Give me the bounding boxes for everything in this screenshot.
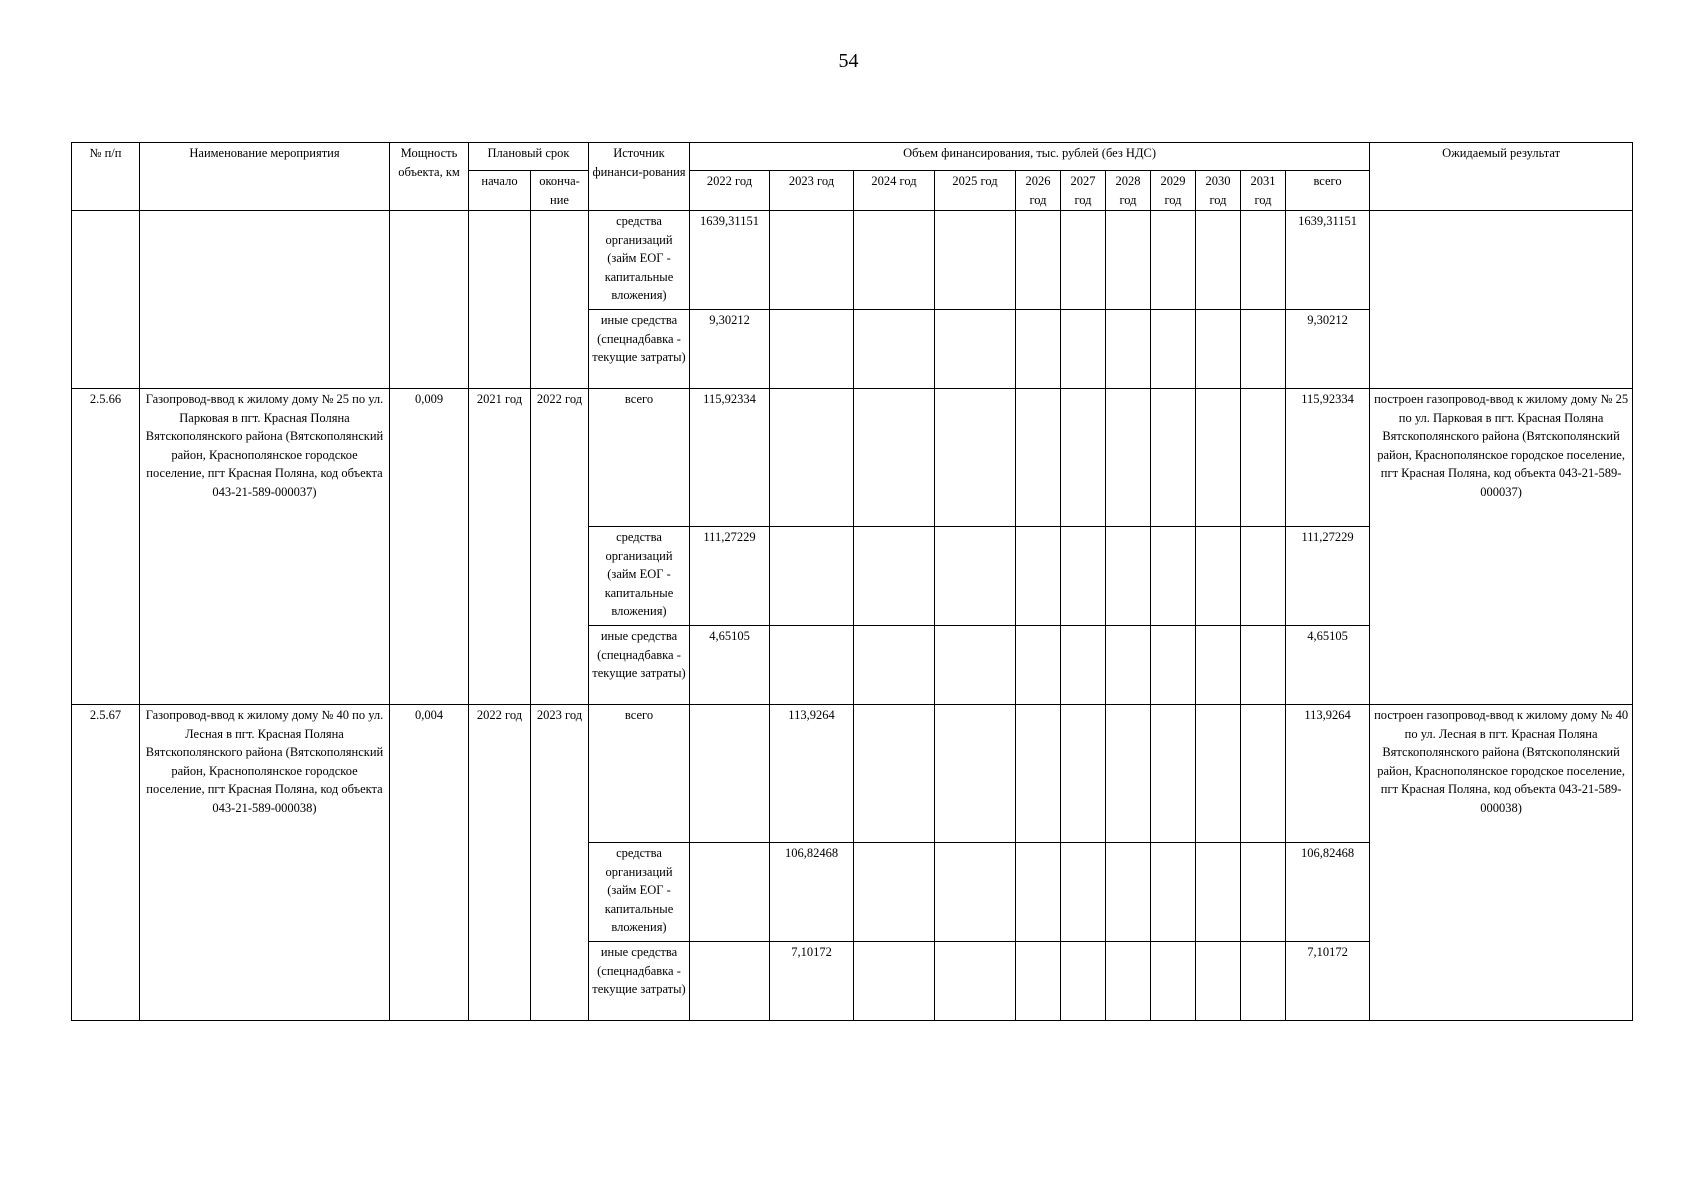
value-cell bbox=[854, 705, 935, 843]
total-cell: 106,82468 bbox=[1286, 843, 1370, 942]
header-num: № п/п bbox=[72, 143, 140, 211]
value-cell bbox=[690, 942, 770, 1021]
value-cell bbox=[1241, 527, 1286, 626]
value-cell bbox=[1241, 705, 1286, 843]
value-cell bbox=[854, 310, 935, 389]
value-cell bbox=[1061, 389, 1106, 527]
continuation-num bbox=[72, 211, 140, 389]
value-cell bbox=[935, 843, 1016, 942]
value-cell bbox=[1016, 527, 1061, 626]
source-label: всего bbox=[589, 389, 690, 527]
item-result: построен газопровод-ввод к жилому дому № 40 по ул. Лесная в пгт. Красная Поляна Вятскополянского района (Вятскополянский район, Краснополянское городское поселение, пгт Красная Поляна, код объекта 043-21-589-000038) bbox=[1370, 705, 1633, 1021]
total-cell: 1639,31151 bbox=[1286, 211, 1370, 310]
value-cell bbox=[1241, 389, 1286, 527]
value-cell bbox=[1151, 527, 1196, 626]
header-plan-term: Плановый срок bbox=[469, 143, 589, 171]
value-cell bbox=[854, 626, 935, 705]
source-label: всего bbox=[589, 705, 690, 843]
value-cell: 1639,31151 bbox=[690, 211, 770, 310]
header-year: 2031 год bbox=[1241, 171, 1286, 211]
total-cell: 113,9264 bbox=[1286, 705, 1370, 843]
value-cell bbox=[1196, 527, 1241, 626]
value-cell bbox=[935, 310, 1016, 389]
value-cell bbox=[1106, 310, 1151, 389]
value-cell bbox=[854, 843, 935, 942]
value-cell bbox=[1016, 389, 1061, 527]
value-cell bbox=[1151, 705, 1196, 843]
value-cell bbox=[1061, 942, 1106, 1021]
financing-table bbox=[71, 142, 1633, 1021]
value-cell bbox=[690, 843, 770, 942]
header-volume: Объем финансирования, тыс. рублей (без НДС) bbox=[690, 143, 1370, 171]
value-cell: 106,82468 bbox=[770, 843, 854, 942]
total-cell: 7,10172 bbox=[1286, 942, 1370, 1021]
value-cell bbox=[1016, 843, 1061, 942]
value-cell bbox=[854, 942, 935, 1021]
value-cell bbox=[770, 310, 854, 389]
value-cell bbox=[854, 389, 935, 527]
value-cell bbox=[1106, 843, 1151, 942]
value-cell: 7,10172 bbox=[770, 942, 854, 1021]
table-row bbox=[72, 389, 1633, 527]
continuation-start bbox=[469, 211, 531, 389]
value-cell bbox=[1196, 942, 1241, 1021]
value-cell bbox=[935, 942, 1016, 1021]
value-cell bbox=[1196, 843, 1241, 942]
item-start: 2022 год bbox=[469, 705, 531, 1021]
source-label: иные средства (спецнадбавка - текущие затраты) bbox=[589, 626, 690, 705]
value-cell bbox=[1016, 942, 1061, 1021]
value-cell bbox=[1106, 389, 1151, 527]
value-cell bbox=[935, 705, 1016, 843]
value-cell bbox=[935, 527, 1016, 626]
value-cell bbox=[1106, 705, 1151, 843]
value-cell bbox=[1151, 942, 1196, 1021]
value-cell bbox=[1061, 843, 1106, 942]
total-cell: 4,65105 bbox=[1286, 626, 1370, 705]
value-cell bbox=[1196, 310, 1241, 389]
value-cell bbox=[1106, 942, 1151, 1021]
header-year: 2028 год bbox=[1106, 171, 1151, 211]
value-cell bbox=[1016, 626, 1061, 705]
header-year: 2027 год bbox=[1061, 171, 1106, 211]
value-cell bbox=[770, 211, 854, 310]
header-year: 2023 год bbox=[770, 171, 854, 211]
value-cell bbox=[1061, 310, 1106, 389]
value-cell bbox=[1241, 310, 1286, 389]
header-year: 2029 год bbox=[1151, 171, 1196, 211]
header-year: 2026 год bbox=[1016, 171, 1061, 211]
value-cell bbox=[1151, 211, 1196, 310]
value-cell bbox=[1061, 626, 1106, 705]
item-end: 2023 год bbox=[531, 705, 589, 1021]
continuation-result bbox=[1370, 211, 1633, 389]
value-cell bbox=[854, 527, 935, 626]
item-result: построен газопровод-ввод к жилому дому № 25 по ул. Парковая в пгт. Красная Поляна Вятскополянского района (Вятскополянский район, Краснополянское городское поселение, пгт Красная Поляна, код объекта 043-21-589-000037) bbox=[1370, 389, 1633, 705]
value-cell: 9,30212 bbox=[690, 310, 770, 389]
header-result: Ожидаемый результат bbox=[1370, 143, 1633, 211]
value-cell: 4,65105 bbox=[690, 626, 770, 705]
value-cell bbox=[1061, 705, 1106, 843]
value-cell: 111,27229 bbox=[690, 527, 770, 626]
value-cell bbox=[1106, 211, 1151, 310]
value-cell bbox=[1196, 626, 1241, 705]
header-year: 2022 год bbox=[690, 171, 770, 211]
value-cell bbox=[1016, 310, 1061, 389]
value-cell bbox=[1196, 389, 1241, 527]
header-name: Наименование мероприятия bbox=[140, 143, 390, 211]
header-total: всего bbox=[1286, 171, 1370, 211]
value-cell bbox=[1151, 389, 1196, 527]
value-cell bbox=[1196, 705, 1241, 843]
value-cell: 113,9264 bbox=[770, 705, 854, 843]
value-cell bbox=[1196, 211, 1241, 310]
value-cell bbox=[935, 389, 1016, 527]
source-label: средства организаций (займ ЕОГ - капитальные вложения) bbox=[589, 527, 690, 626]
value-cell bbox=[1016, 705, 1061, 843]
value-cell bbox=[1016, 211, 1061, 310]
source-label: средства организаций (займ ЕОГ - капитальные вложения) bbox=[589, 211, 690, 310]
value-cell bbox=[1061, 527, 1106, 626]
item-name: Газопровод-ввод к жилому дому № 25 по ул. Парковая в пгт. Красная Поляна Вятскополянского района (Вятскополянский район, Краснополянское городское поселение, пгт Красная Поляна, код объекта 043-21-589-000037) bbox=[140, 389, 390, 705]
value-cell bbox=[770, 389, 854, 527]
continuation-capacity bbox=[390, 211, 469, 389]
item-number: 2.5.67 bbox=[72, 705, 140, 1021]
value-cell bbox=[1061, 211, 1106, 310]
item-number: 2.5.66 bbox=[72, 389, 140, 705]
header-end: оконча-ние bbox=[531, 171, 589, 211]
header-year: 2025 год bbox=[935, 171, 1016, 211]
table-row bbox=[72, 211, 1633, 310]
value-cell: 115,92334 bbox=[690, 389, 770, 527]
value-cell bbox=[1106, 626, 1151, 705]
source-label: иные средства (спецнадбавка - текущие затраты) bbox=[589, 942, 690, 1021]
header-start: начало bbox=[469, 171, 531, 211]
header-source: Источник финанси-рования bbox=[589, 143, 690, 211]
value-cell bbox=[1241, 942, 1286, 1021]
value-cell bbox=[690, 705, 770, 843]
header-year: 2030 год bbox=[1196, 171, 1241, 211]
continuation-name bbox=[140, 211, 390, 389]
value-cell bbox=[1241, 626, 1286, 705]
value-cell bbox=[1106, 527, 1151, 626]
value-cell bbox=[854, 211, 935, 310]
value-cell bbox=[1151, 310, 1196, 389]
source-label: средства организаций (займ ЕОГ - капитальные вложения) bbox=[589, 843, 690, 942]
item-capacity: 0,004 bbox=[390, 705, 469, 1021]
item-name: Газопровод-ввод к жилому дому № 40 по ул. Лесная в пгт. Красная Поляна Вятскополянского района (Вятскополянский район, Краснополянское городское поселение, пгт Красная Поляна, код объекта 043-21-589-000038) bbox=[140, 705, 390, 1021]
total-cell: 9,30212 bbox=[1286, 310, 1370, 389]
table-row bbox=[72, 705, 1633, 843]
value-cell bbox=[770, 527, 854, 626]
value-cell bbox=[1151, 843, 1196, 942]
source-label: иные средства (спецнадбавка - текущие затраты) bbox=[589, 310, 690, 389]
value-cell bbox=[1151, 626, 1196, 705]
header-capacity: Мощность объекта, км bbox=[390, 143, 469, 211]
value-cell bbox=[935, 211, 1016, 310]
item-start: 2021 год bbox=[469, 389, 531, 705]
page-number: 54 bbox=[838, 50, 859, 72]
header-year: 2024 год bbox=[854, 171, 935, 211]
header-row bbox=[72, 143, 1633, 171]
value-cell bbox=[935, 626, 1016, 705]
total-cell: 115,92334 bbox=[1286, 389, 1370, 527]
continuation-end bbox=[531, 211, 589, 389]
item-end: 2022 год bbox=[531, 389, 589, 705]
item-capacity: 0,009 bbox=[390, 389, 469, 705]
value-cell bbox=[770, 626, 854, 705]
value-cell bbox=[1241, 843, 1286, 942]
total-cell: 111,27229 bbox=[1286, 527, 1370, 626]
value-cell bbox=[1241, 211, 1286, 310]
